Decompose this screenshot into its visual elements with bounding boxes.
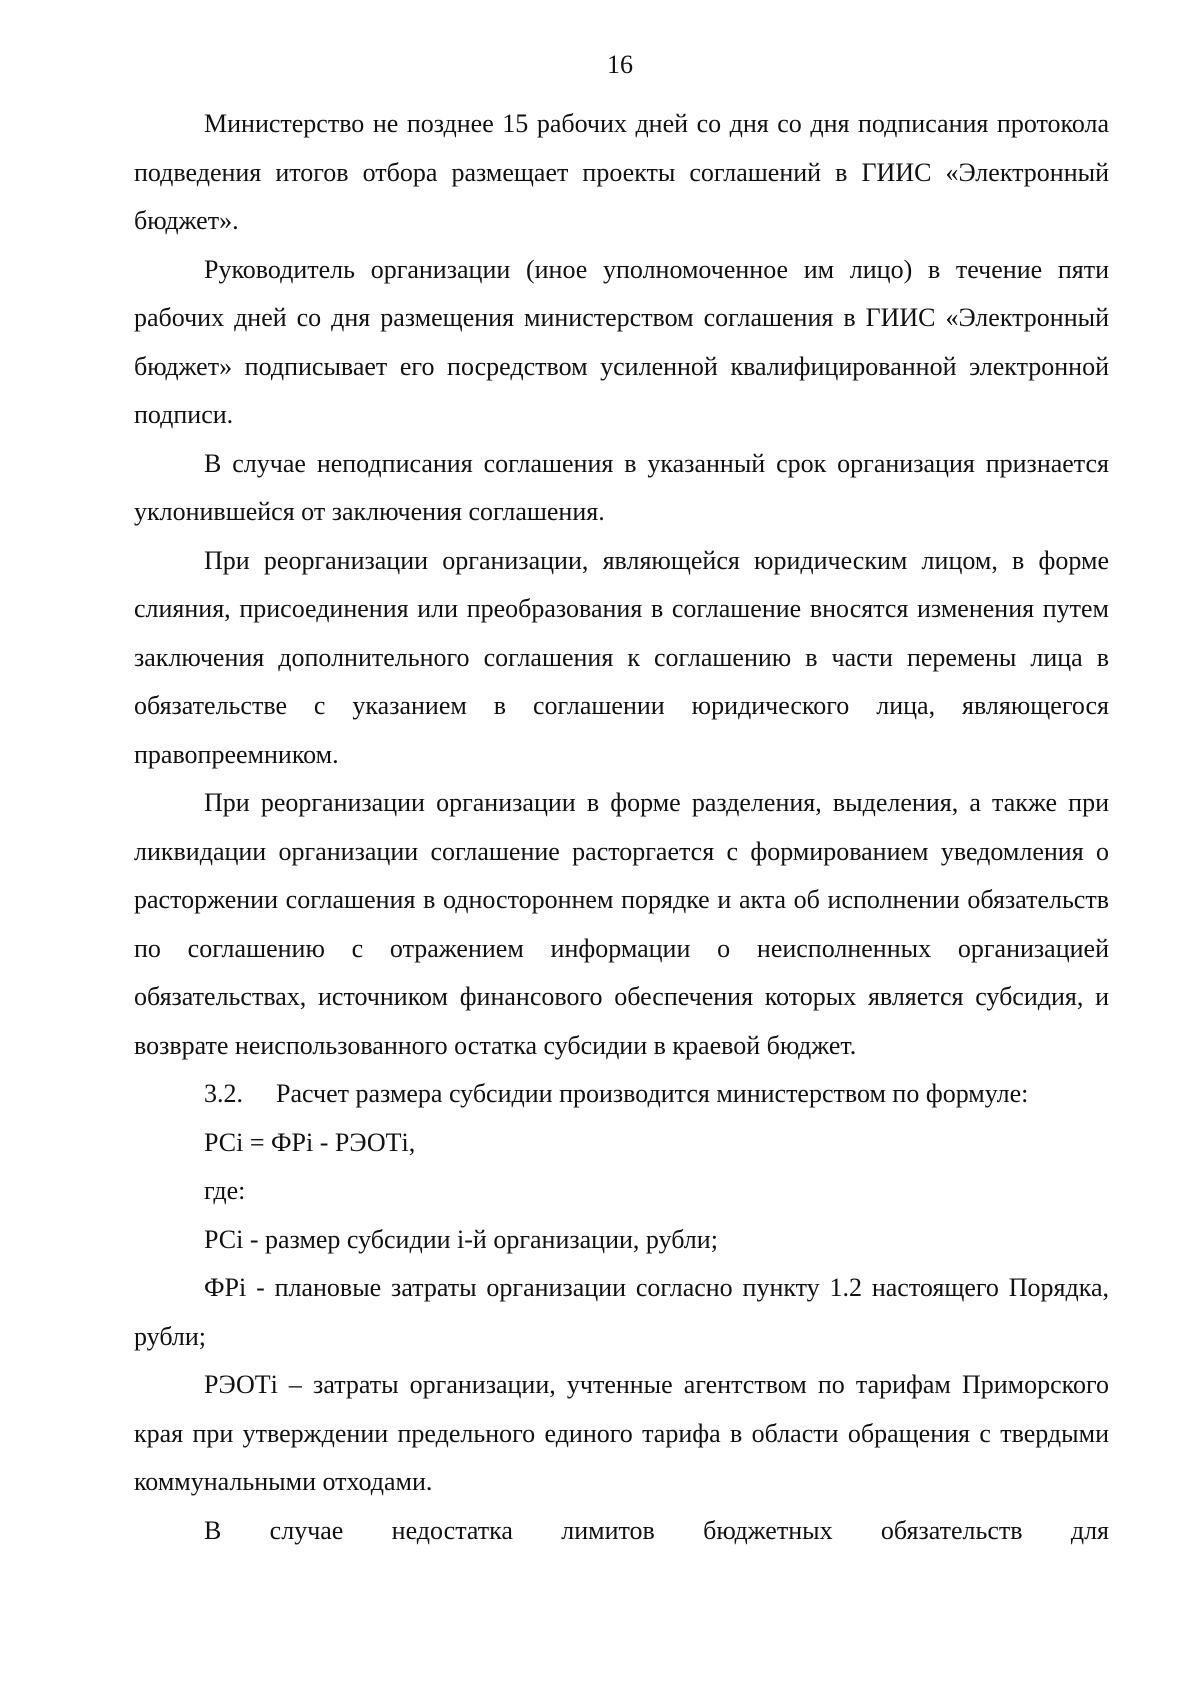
page-number: 16 [607, 50, 633, 79]
paragraph-budget-limits-shortage: В случае недостатка лимитов бюджетных обязательств для [204, 1515, 1109, 1545]
paragraph-ministry-publishes-agreements: Министерство не позднее 15 рабочих дней со дня со дня подписания протокола подведения итогов отбора размещает проекты соглашений в ГИИС «Электронный бюджет». [134, 109, 1109, 235]
paragraph-reorganization-division: При реорганизации организации в форме разделения, выделения, а также при ликвидации организации соглашение расторгается с формированием уведомления о расторжении соглашения в одностороннем порядке и акта об исполнении обязательств по соглашению с отражением информации о неисполненных организацией обязательствах, источником финансового обеспечения которых является субсидия, и возврате неиспользованного остатка субсидии в краевой бюджет. [134, 788, 1109, 1060]
paragraph-reorganization-merger: При реорганизации организации, являющейся юридическим лицом, в форме слияния, присоединения или преобразования в соглашение вносятся изменения путем заключения дополнительного соглашения к соглашению в части перемены лица в обязательстве с указанием в соглашении юридического лица, являющегося правопреемником. [134, 545, 1109, 769]
section-3-2 [134, 1070, 1109, 1119]
formula-where: где: [204, 1176, 246, 1205]
subsidy-formula: РСi = ФРi - РЭОТi, [204, 1127, 416, 1157]
definition-fri: ФРi - плановые затраты организации согласно пункту 1.2 настоящего Порядка, рубли; [134, 1273, 1109, 1351]
paragraph-head-signs-agreement: Руководитель организации (иное уполномоченное им лицо) в течение пяти рабочих дней со дня размещения министерством соглашения в ГИИС «Электронный бюджет» подписывает его посредством усиленной квалифицированной электронной подписи. [134, 254, 1109, 429]
definition-rsi: РСi - размер субсидии i-й организации, рубли; [204, 1224, 718, 1254]
paragraph-failure-to-sign: В случае неподписания соглашения в указанный срок организация признается уклонившейся от заключения соглашения. [134, 448, 1109, 526]
document-body [134, 100, 1109, 1555]
section-number: 3.2. [204, 1079, 243, 1108]
section-text: Расчет размера субсидии производится министерством по формуле: [276, 1079, 1029, 1108]
definition-reoti: РЭОТi – затраты организации, учтенные агентством по тарифам Приморского края при утверждении предельного единого тарифа в области обращения с твердыми коммунальными отходами. [134, 1370, 1109, 1496]
